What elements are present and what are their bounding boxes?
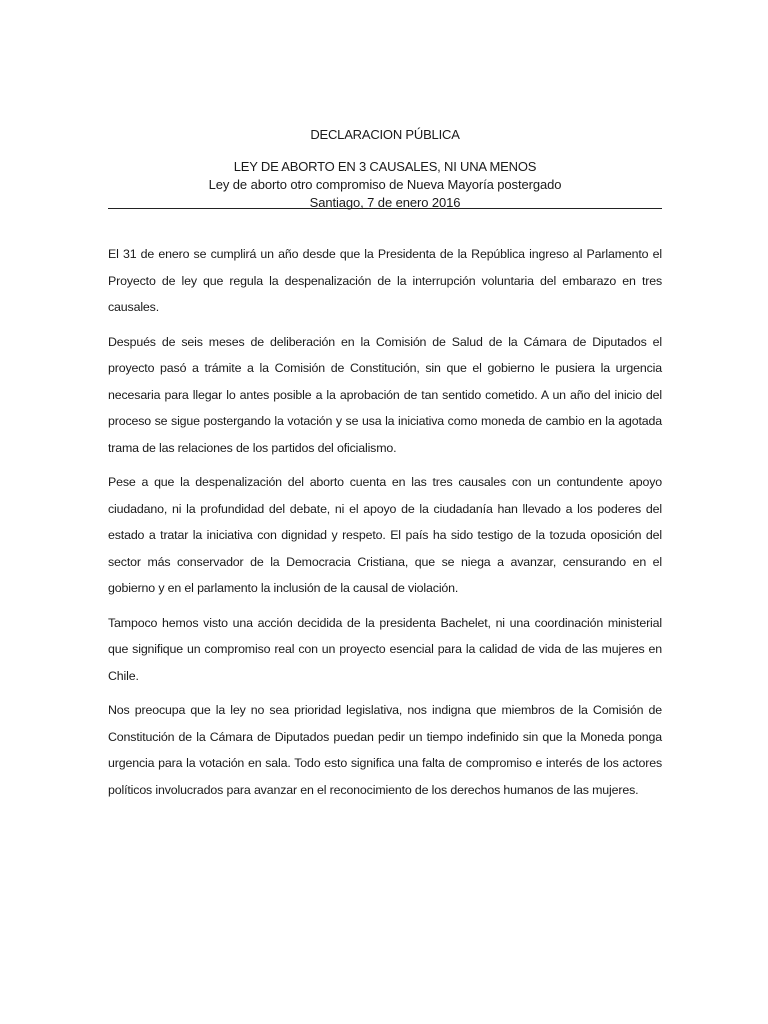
header-divider	[108, 208, 662, 209]
paragraph-3: Pese a que la despenalización del aborto cuenta en las tres causales con un contundente apoyo ciudadano, ni la profundidad del debate, ni el apoyo de la ciudadanía han llevado a los poderes del estado a tratar la iniciativa con dignidad y respeto. El país ha sido testigo de la tozuda oposición del sector más conservador de la Democracia Cristiana, que se niega a avanzar, censurando en el gobierno y en el parlamento la inclusión de la causal de violación.	[108, 475, 662, 595]
document-header	[108, 126, 662, 212]
document-place-date: Santiago, 7 de enero 2016	[309, 195, 461, 210]
document-tagline: Ley de aborto otro compromiso de Nueva Mayoría postergado	[208, 177, 562, 192]
paragraph-4: Tampoco hemos visto una acción decidida de la presidenta Bachelet, ni una coordinación ministerial que signifique un compromiso real con un proyecto esencial para la calidad de vida de las mujeres en Chile.	[108, 615, 662, 683]
paragraph-1: El 31 de enero se cumplirá un año desde que la Presidenta de la República ingreso al Parlamento el Proyecto de ley que regula la despenalización de la interrupción voluntaria del embarazo en tres causales.	[108, 247, 662, 314]
document-body	[108, 241, 662, 811]
paragraph-5: Nos preocupa que la ley no sea prioridad legislativa, nos indigna que miembros de la Comisión de Constitución de la Cámara de Diputados puedan pedir un tiempo indefinido sin que la Moneda ponga urgencia para la votación en sala. Todo esto significa una falta de compromiso e interés de los actores políticos involucrados para avanzar en el reconocimiento de los derechos humanos de las mujeres.	[108, 703, 662, 797]
document-title: DECLARACION PÚBLICA	[310, 127, 460, 142]
document-subtitle: LEY DE ABORTO EN 3 CAUSALES, NI UNA MENOS	[233, 159, 537, 174]
paragraph-2: Después de seis meses de deliberación en la Comisión de Salud de la Cámara de Diputados el proyecto pasó a trámite a la Comisión de Constitución, sin que el gobierno le pusiera la urgencia necesaria para llegar lo antes posible a la aprobación de tan sentido cometido. A un año del inicio del proceso se sigue postergando la votación y se usa la iniciativa como moneda de cambio en la agotada trama de las relaciones de los partidos del oficialismo.	[108, 334, 662, 455]
